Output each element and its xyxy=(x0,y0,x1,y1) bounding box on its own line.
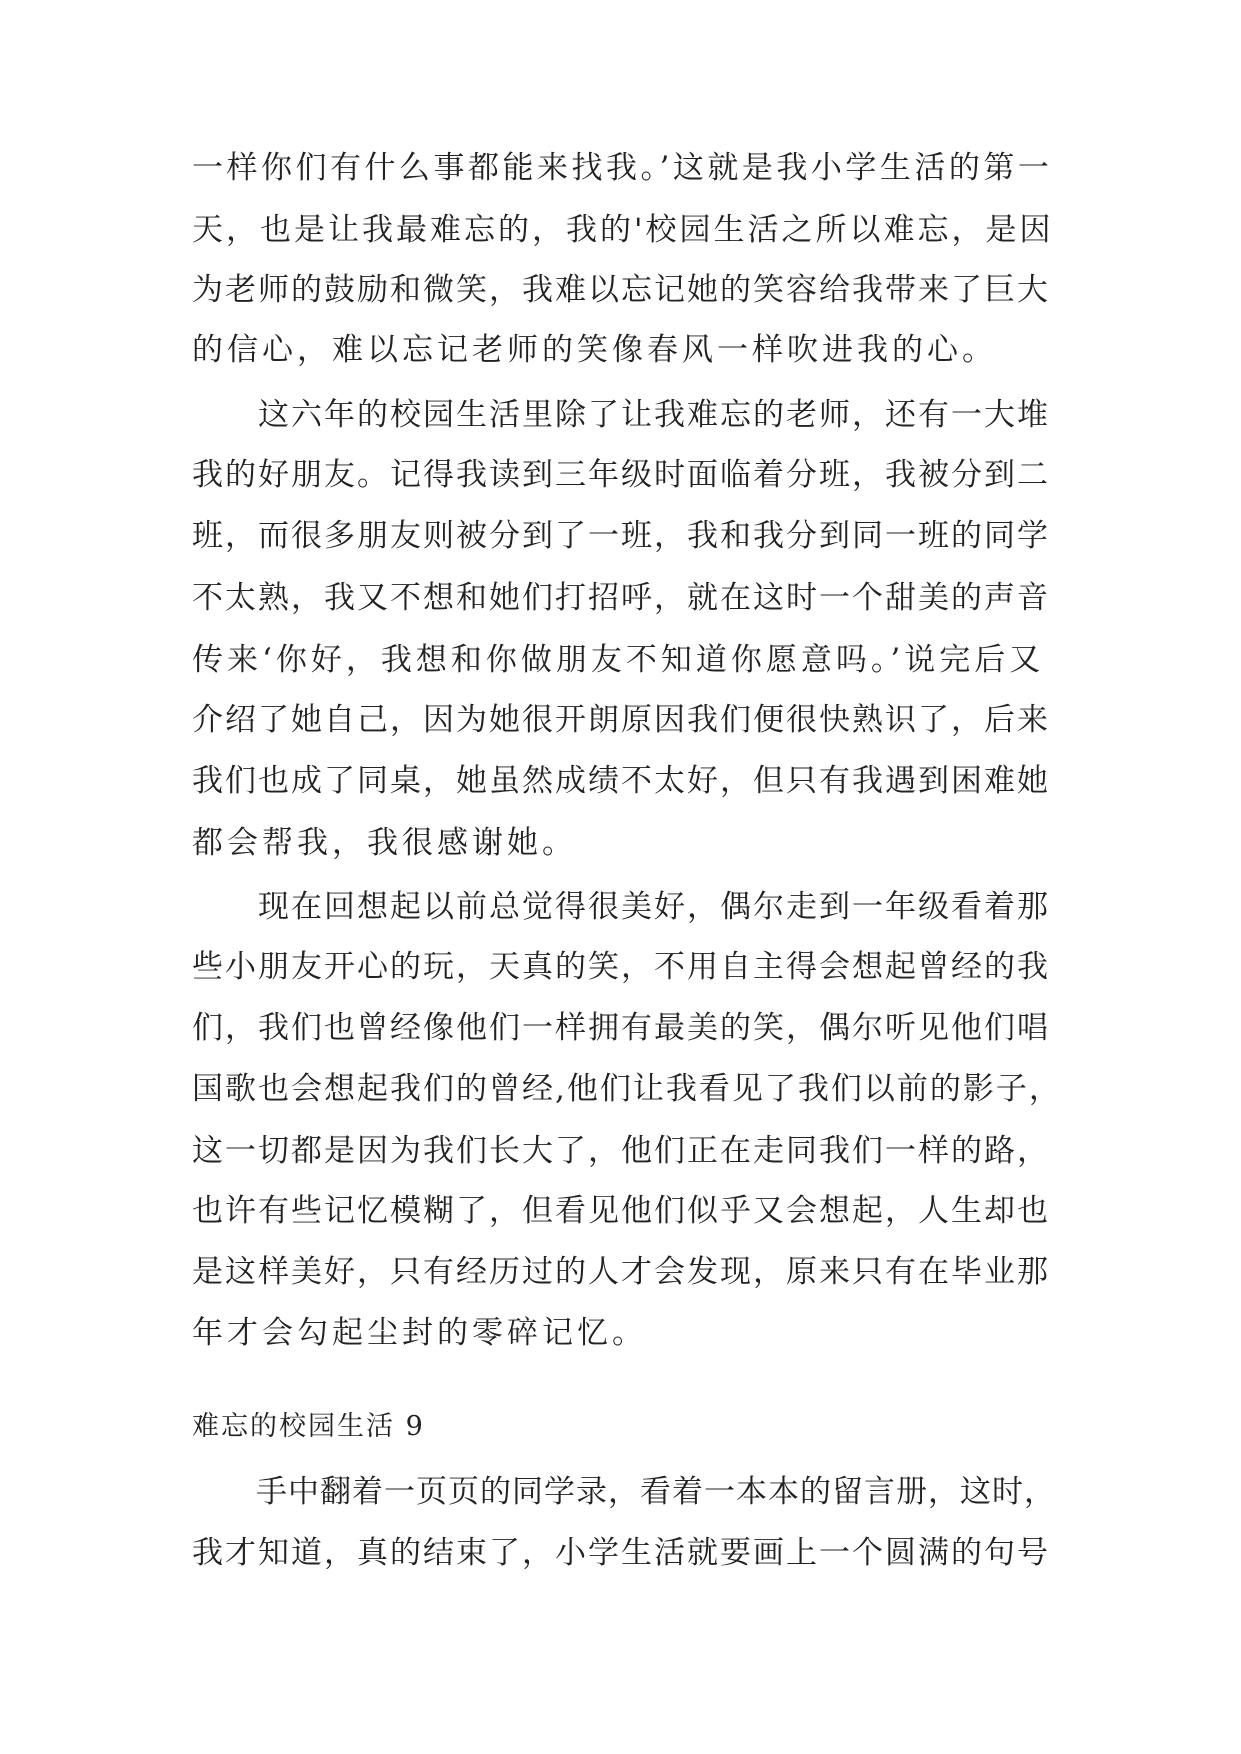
text-line: 国歌也会想起我们的曾经,他们让我看见了我们以前的影子， xyxy=(192,1071,1062,1107)
text-line: 是这样美好，只有经历过的人才会发现，原来只有在毕业那 xyxy=(192,1254,1050,1290)
text-line: 手中翻着一页页的同学录，看着一本本的留言册，这时， xyxy=(192,1474,1056,1510)
text-line: 也许有些记忆模糊了，但看见他们似乎又会想起，人生却也 xyxy=(192,1193,1050,1229)
text-line: 些小朋友开心的玩，天真的笑，不用自主得会想起曾经的我 xyxy=(192,949,1050,985)
section-heading: 难忘的校园生活 9 xyxy=(192,1411,425,1442)
text-line: 一样你们有什么事都能来找我。’这就是我小学生活的第一 xyxy=(192,150,1053,186)
text-line: 我们也成了同桌，她虽然成绩不太好，但只有我遇到困难她 xyxy=(192,763,1050,799)
text-line: 现在回想起以前总觉得很美好，偶尔走到一年级看着那 xyxy=(192,889,1050,925)
text-line: 这六年的校园生活里除了让我难忘的老师，还有一大堆 xyxy=(192,397,1050,433)
text-line: 我才知道，真的结束了，小学生活就要画上一个圆满的句号 xyxy=(192,1535,1050,1571)
text-line: 不太熟，我又不想和她们打招呼，就在这时一个甜美的声音 xyxy=(192,580,1050,616)
text-line: 的信心，难以忘记老师的笑像春风一样吹进我的心。 xyxy=(192,332,997,368)
text-line: 传来‘你好，我想和你做朋友不知道你愿意吗。’说完后又 xyxy=(192,642,1045,678)
text-line: 为老师的鼓励和微笑，我难以忘记她的笑容给我带来了巨大 xyxy=(192,272,1050,308)
text-line: 们，我们也曾经像他们一样拥有最美的笑，偶尔听见他们唱 xyxy=(192,1010,1050,1046)
text-line: 都会帮我，我很感谢她。 xyxy=(192,825,577,861)
text-line: 介绍了她自己，因为她很开朗原因我们便很快熟识了，后来 xyxy=(192,702,1050,738)
text-line: 我的好朋友。记得我读到三年级时面临着分班，我被分到二 xyxy=(192,457,1050,493)
text-line: 这一切都是因为我们长大了，他们正在走同我们一样的路， xyxy=(192,1133,1050,1169)
text-line: 天，也是让我最难忘的，我的'校园生活之所以难忘，是因 xyxy=(192,212,1054,248)
text-line: 班，而很多朋友则被分到了一班，我和我分到同一班的同学 xyxy=(192,518,1050,554)
text-line: 年才会勾起尘封的零碎记忆。 xyxy=(192,1315,647,1351)
